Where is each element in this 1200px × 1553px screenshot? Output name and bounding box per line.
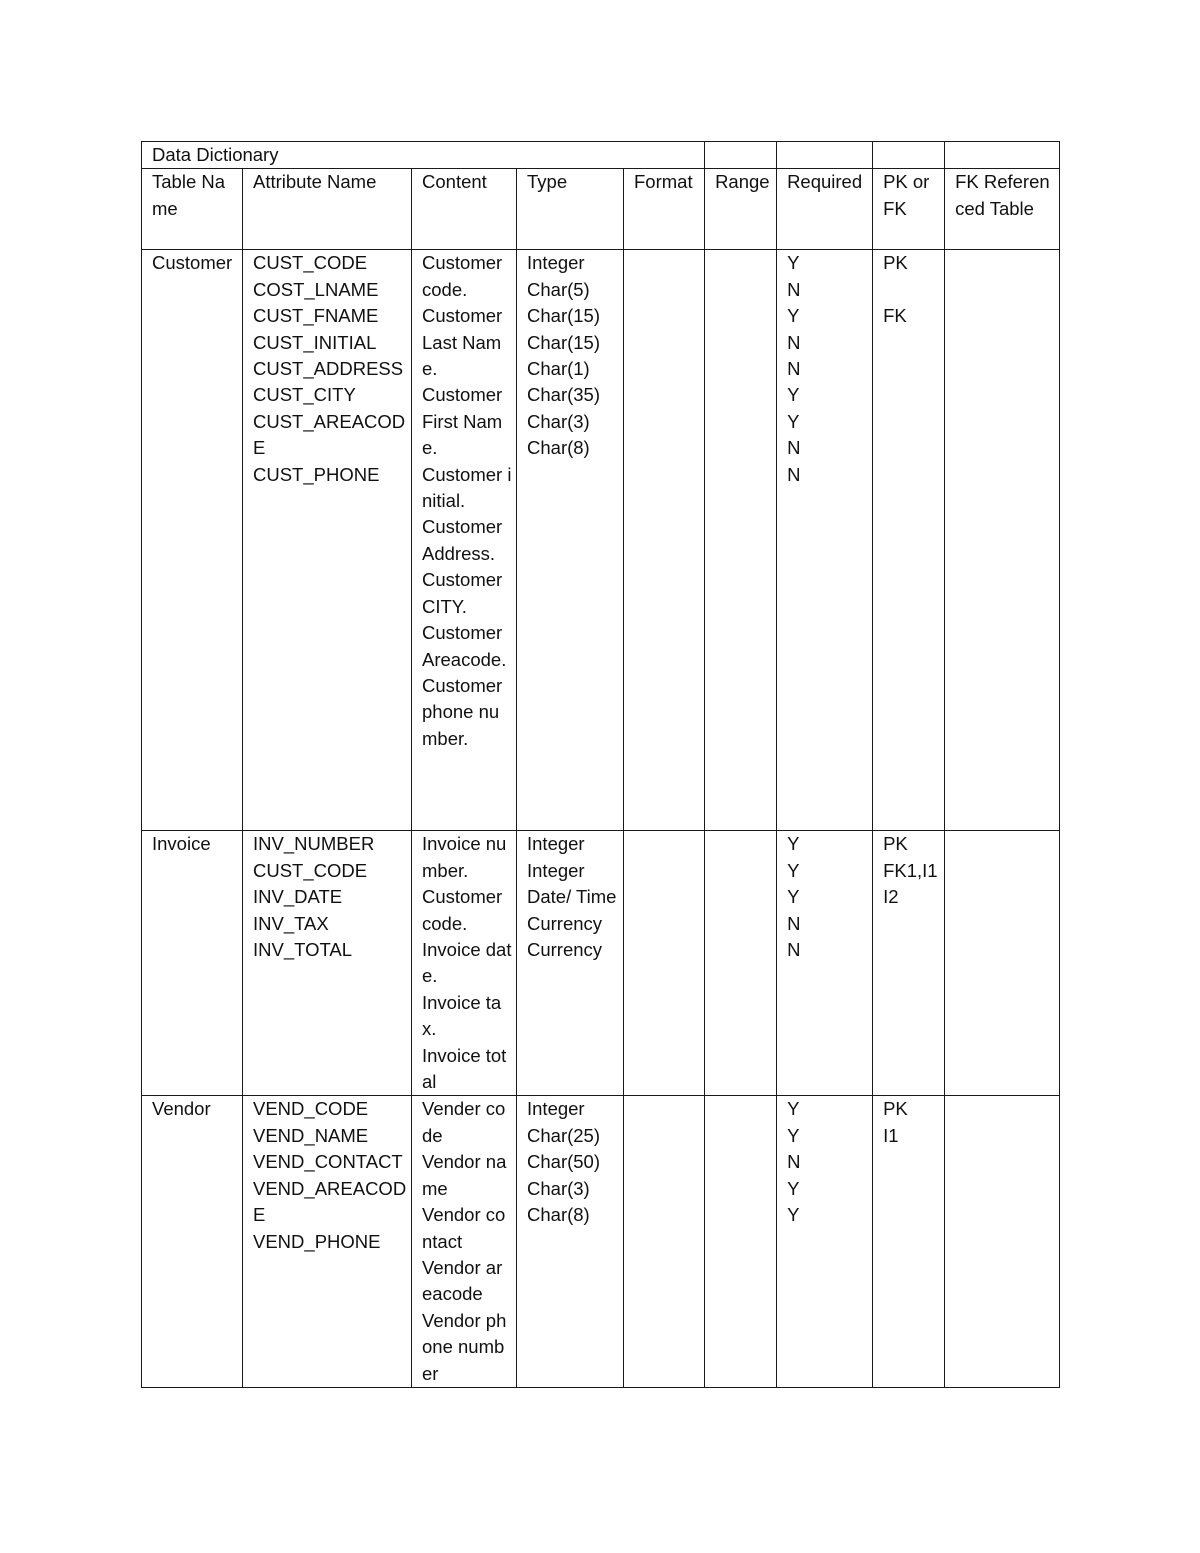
required-flag: N <box>787 437 801 459</box>
type-text: Char(1) <box>527 358 590 380</box>
attribute-name: COST_LNAME <box>253 278 379 300</box>
type-cell <box>517 250 624 831</box>
attribute-name: INV_TOTAL <box>253 939 353 961</box>
type-text: Integer <box>527 252 585 274</box>
table-title: Data Dictionary <box>142 142 705 169</box>
attribute-name: CUST_AREACODE <box>253 410 406 459</box>
attribute-names-cell <box>243 831 412 1096</box>
type-text: Char(5) <box>527 278 590 300</box>
attribute-name: CUST_CODE <box>253 252 368 274</box>
attribute-name: CUST_PHONE <box>253 463 380 485</box>
header-type: Type <box>517 169 624 250</box>
required-flag: Y <box>787 410 800 432</box>
pk-fk-cell <box>873 250 945 831</box>
range-cell <box>705 1096 777 1387</box>
attribute-name: INV_NUMBER <box>253 833 375 855</box>
content-text: Vendor name <box>422 1151 507 1199</box>
header-pk-fk: PK or FK <box>873 169 945 250</box>
type-text: Char(3) <box>527 1177 590 1199</box>
attribute-name: VEND_PHONE <box>253 1230 381 1252</box>
table-name-cell: Customer <box>142 250 243 831</box>
attribute-names-cell <box>243 250 412 831</box>
key-label <box>883 277 940 303</box>
key-label: PK <box>883 1098 908 1120</box>
format-cell <box>624 831 705 1096</box>
header-content: Content <box>412 169 517 250</box>
attribute-name: VEND_CODE <box>253 1098 369 1120</box>
content-text: Invoice total <box>422 1044 507 1093</box>
header-fk-referenced-table: FK Referenced Table <box>945 169 1060 250</box>
format-cell <box>624 1096 705 1387</box>
content-cell <box>412 1096 517 1387</box>
content-text: Customer code. <box>422 886 503 934</box>
required-flag: Y <box>787 384 800 406</box>
type-text: Char(15) <box>527 331 600 353</box>
content-text: Customer CITY. <box>422 569 503 617</box>
title-empty-cell <box>873 142 945 169</box>
key-label: FK <box>883 305 907 327</box>
required-flag: N <box>787 278 801 300</box>
header-row <box>142 169 1060 250</box>
required-cell <box>777 250 873 831</box>
key-label: PK <box>883 252 908 274</box>
attribute-name: INV_DATE <box>253 886 343 908</box>
pk-fk-cell <box>873 1096 945 1387</box>
type-text: Integer <box>527 859 585 881</box>
fk-referenced-table-cell <box>945 1096 1060 1387</box>
content-text: Vendor phone number <box>422 1309 507 1384</box>
attribute-name: VEND_NAME <box>253 1124 369 1146</box>
required-flag: Y <box>787 886 800 908</box>
attribute-name: VEND_AREACODE <box>253 1177 407 1226</box>
content-text: Vendor contact <box>422 1204 506 1252</box>
attribute-name: CUST_INITIAL <box>253 331 377 353</box>
required-flag: Y <box>787 305 800 327</box>
attribute-name: CUST_FNAME <box>253 305 379 327</box>
key-label: I1 <box>883 1124 899 1146</box>
header-attribute-name: Attribute Name <box>243 169 412 250</box>
required-flag: Y <box>787 1124 800 1146</box>
type-text: Integer <box>527 833 585 855</box>
key-label: I2 <box>883 886 899 908</box>
required-flag: Y <box>787 1098 800 1120</box>
pk-fk-cell <box>873 831 945 1096</box>
table-name-cell: Invoice <box>142 831 243 1096</box>
required-flag: Y <box>787 252 800 274</box>
content-cell <box>412 831 517 1096</box>
content-text: Invoice number. <box>422 833 507 881</box>
table-row <box>142 831 1060 1096</box>
header-range: Range <box>705 169 777 250</box>
table-row <box>142 1096 1060 1387</box>
attribute-name: CUST_CODE <box>253 859 368 881</box>
type-cell <box>517 831 624 1096</box>
type-text: Currency <box>527 912 603 934</box>
type-text: Currency <box>527 939 603 961</box>
required-flag: N <box>787 331 801 353</box>
attribute-name: VEND_CONTACT <box>253 1151 403 1173</box>
content-text: Customer code. <box>422 252 503 300</box>
header-table-name: Table Name <box>142 169 243 250</box>
required-flag: N <box>787 939 801 961</box>
type-text: Char(15) <box>527 305 600 327</box>
table-row <box>142 250 1060 831</box>
attribute-name: CUST_ADDRESS <box>253 358 404 380</box>
header-format: Format <box>624 169 705 250</box>
required-cell <box>777 831 873 1096</box>
format-cell <box>624 250 705 831</box>
content-text: Customer Address. <box>422 516 503 564</box>
content-text: Vender code <box>422 1098 506 1146</box>
content-text: Customer Last Name. <box>422 305 503 380</box>
type-text: Integer <box>527 1098 585 1120</box>
attribute-name: INV_TAX <box>253 912 329 934</box>
title-empty-cell <box>777 142 873 169</box>
content-text: Invoice date. <box>422 939 512 987</box>
range-cell <box>705 831 777 1096</box>
required-flag: N <box>787 358 801 380</box>
key-label: PK <box>883 833 908 855</box>
type-text: Char(35) <box>527 384 600 406</box>
type-text: Char(8) <box>527 1204 590 1226</box>
content-text: Customer First Name. <box>422 384 503 459</box>
required-flag: Y <box>787 833 800 855</box>
attribute-names-cell <box>243 1096 412 1387</box>
type-text: Date/ Time <box>527 886 617 908</box>
fk-referenced-table-cell <box>945 831 1060 1096</box>
content-text: Customer initial. <box>422 463 512 512</box>
title-row <box>142 142 1060 169</box>
required-flag: Y <box>787 1204 800 1226</box>
content-text: Vendor areacode <box>422 1256 503 1305</box>
table-name-cell: Vendor <box>142 1096 243 1387</box>
fk-referenced-table-cell <box>945 250 1060 831</box>
required-cell <box>777 1096 873 1387</box>
type-text: Char(25) <box>527 1124 600 1146</box>
required-flag: N <box>787 1151 801 1173</box>
required-flag: Y <box>787 859 800 881</box>
data-dictionary-table <box>141 141 1060 1388</box>
content-text: Customer Areacode. <box>422 622 507 670</box>
key-label: FK1,I1 <box>883 859 938 881</box>
content-cell <box>412 250 517 831</box>
header-required: Required <box>777 169 873 250</box>
attribute-name: CUST_CITY <box>253 384 356 406</box>
required-flag: Y <box>787 1177 800 1199</box>
title-empty-cell <box>945 142 1060 169</box>
type-cell <box>517 1096 624 1387</box>
type-text: Char(8) <box>527 437 590 459</box>
content-text: Invoice tax. <box>422 991 502 1040</box>
required-flag: N <box>787 463 801 485</box>
required-flag: N <box>787 912 801 934</box>
title-empty-cell <box>705 142 777 169</box>
content-text: Customer phone number. <box>422 674 503 749</box>
type-text: Char(50) <box>527 1151 600 1173</box>
range-cell <box>705 250 777 831</box>
type-text: Char(3) <box>527 410 590 432</box>
